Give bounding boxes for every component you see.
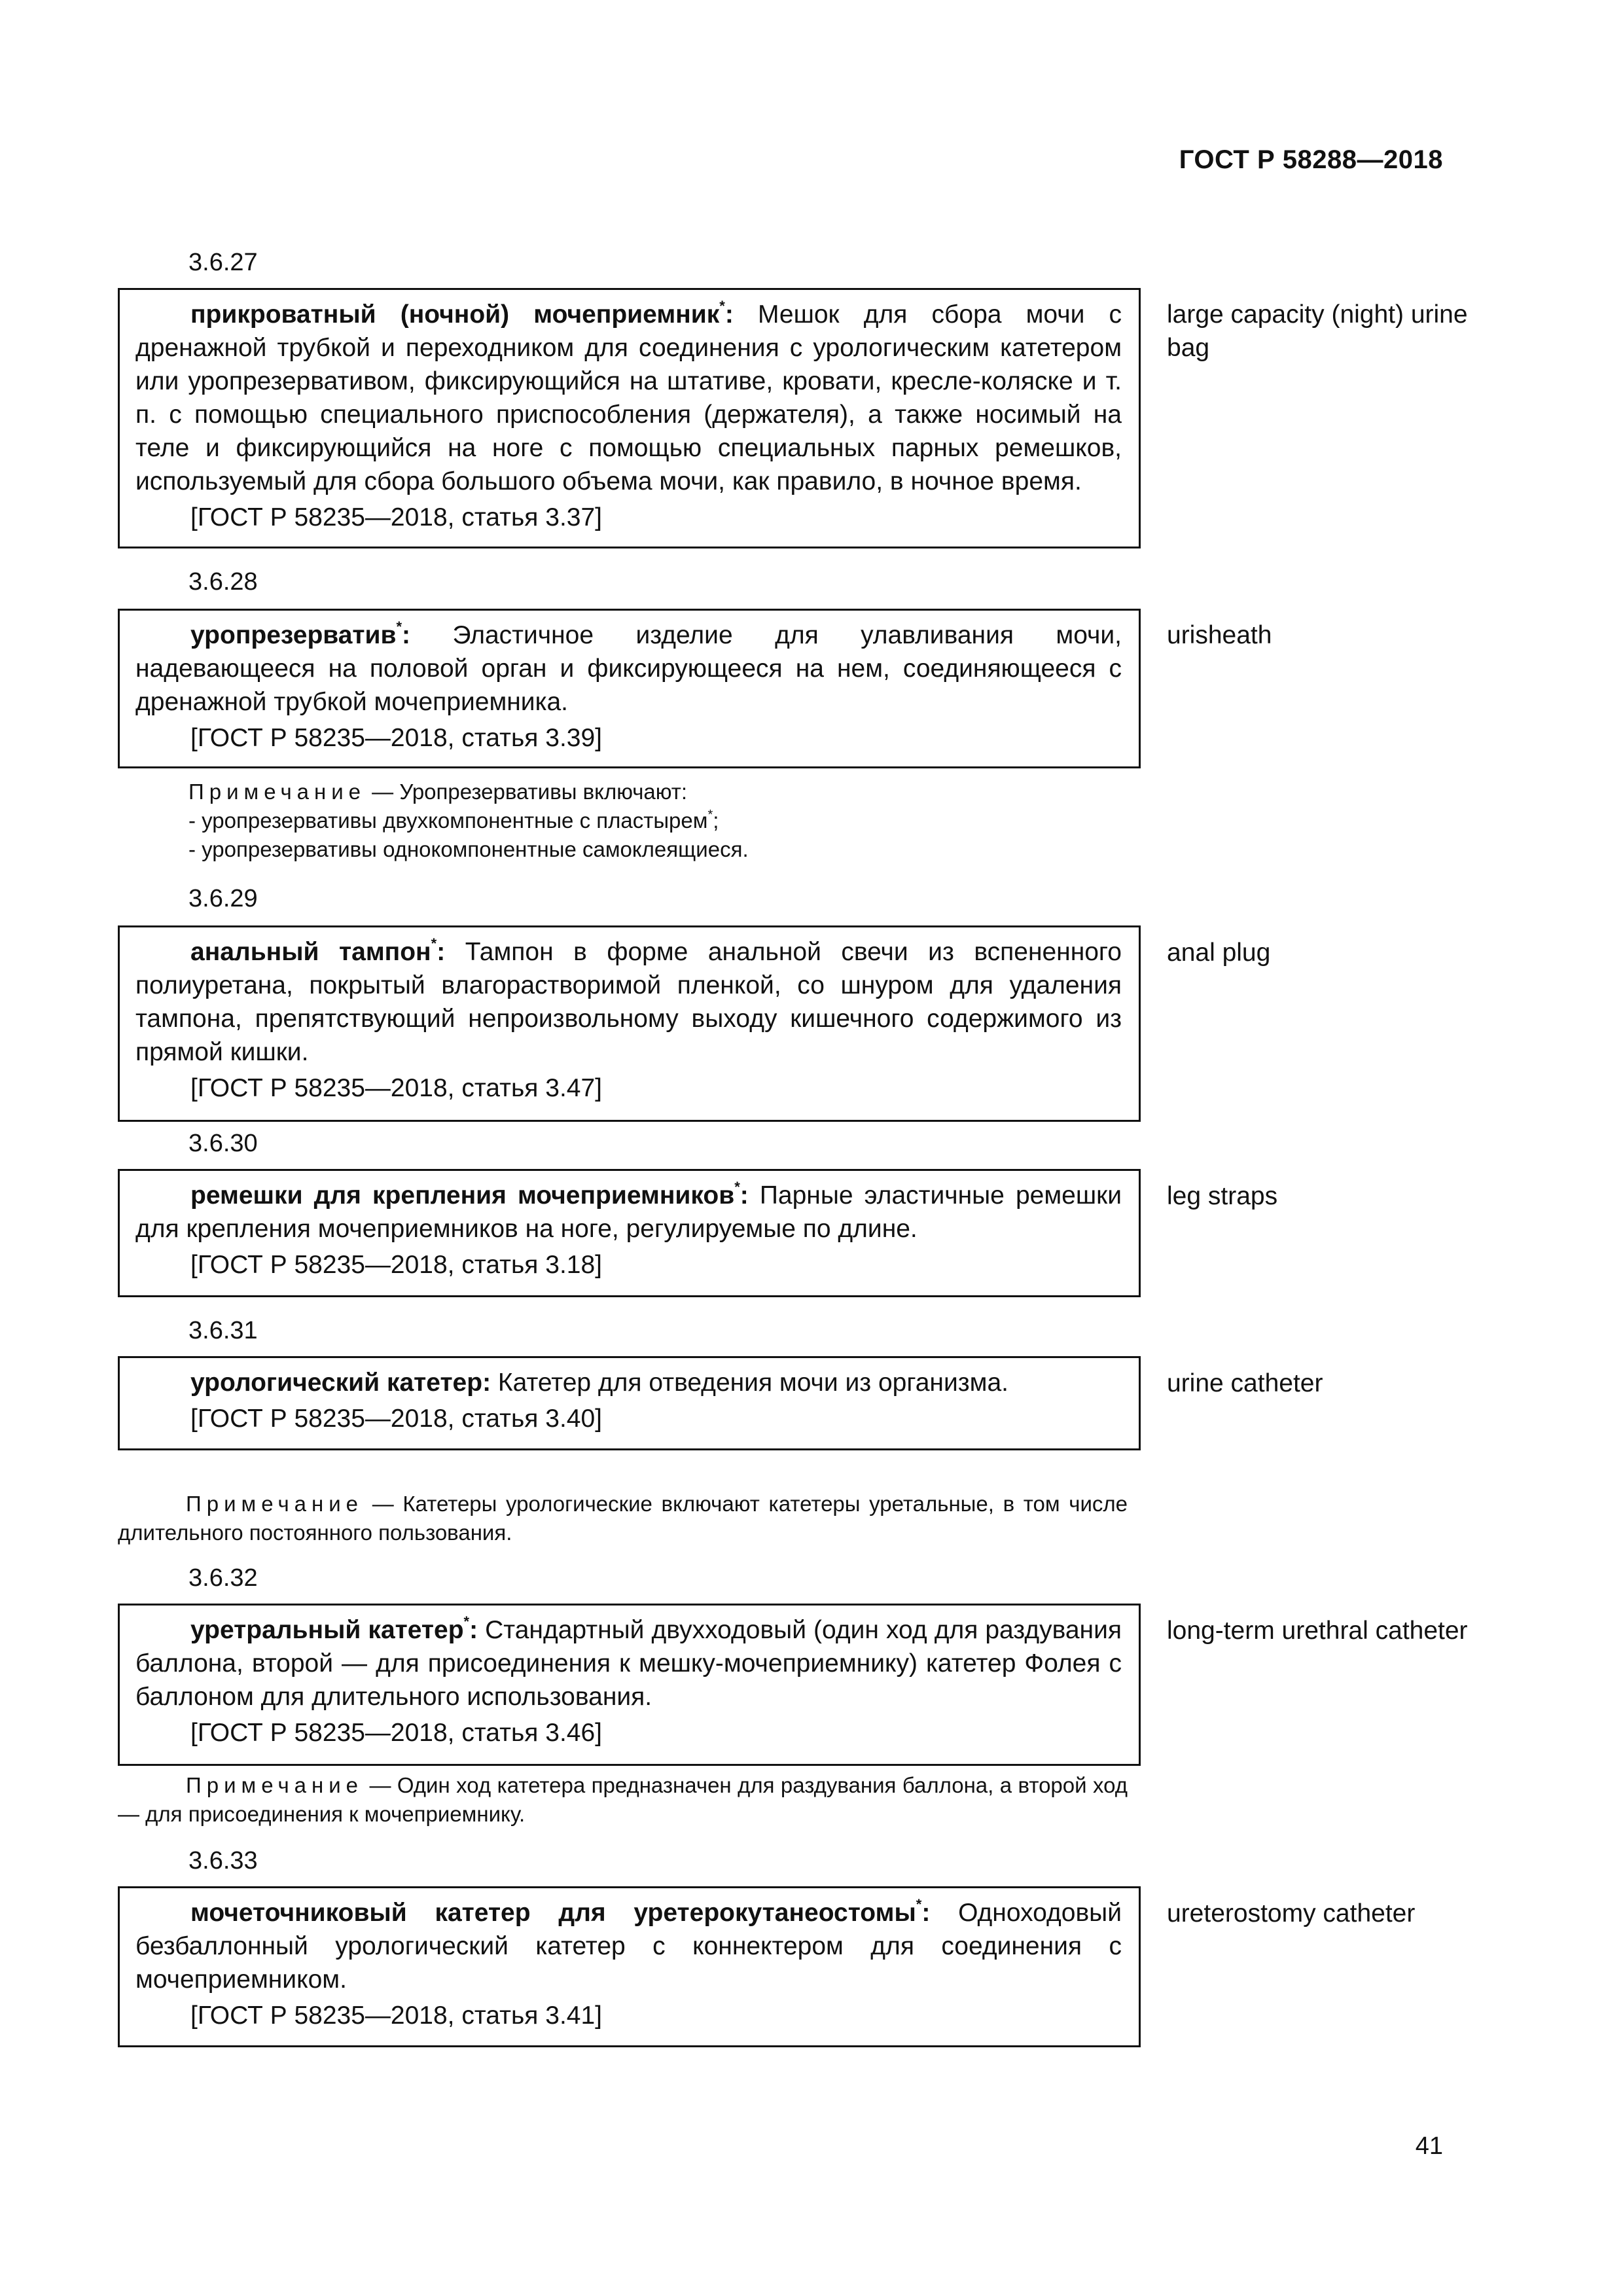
term-number: 3.6.27 (188, 249, 258, 276)
english-equivalent: ureterostomy catheter (1167, 1899, 1416, 1928)
term-definition-box (118, 1604, 1141, 1766)
term-definition (135, 619, 1122, 719)
term-number: 3.6.32 (188, 1564, 258, 1592)
english-equivalent: anal plug (1167, 939, 1271, 967)
definition-text: Эластичное изделие для улавливания мочи, надевающееся на половой орган и фиксирующееся на нем, соединяющееся с дренажной трубкой мочеприемника. (135, 621, 1122, 716)
page-number: 41 (1415, 2132, 1443, 2160)
footnote-mark: * (734, 1179, 740, 1195)
note-block (118, 1490, 1128, 1547)
term-title: уропрезерватив*: (190, 619, 411, 649)
note-block (118, 778, 1128, 864)
term-title: урологический катетер: (190, 1369, 491, 1397)
term-number: 3.6.28 (188, 568, 258, 596)
note-label: Примечание (188, 780, 366, 804)
term-number: 3.6.33 (188, 1847, 258, 1874)
term-definition (135, 1179, 1122, 1246)
term-source-reference: [ГОСТ Р 58235—2018, статья 3.47] (190, 1074, 602, 1102)
term-title: уретральный катетер*: (190, 1613, 478, 1644)
note-list-item: - уропрезервативы однокомпонентные самоклеящиеся. (188, 837, 749, 861)
footnote-mark: * (916, 1896, 922, 1912)
footnote-mark: * (719, 298, 725, 314)
english-equivalent: urisheath (1167, 621, 1272, 649)
footnote-mark: * (396, 619, 402, 635)
note-block (118, 1771, 1128, 1829)
note-text: — Один ход катетера предназначен для раздувания баллона, а второй ход — для присоединения к мочеприемнику. (118, 1773, 1128, 1826)
english-equivalent: large capacity (night) urine bag (1167, 300, 1468, 362)
note-text: — Катетеры урологические включают катетеры уретальные, в том числе длительного постоянного пользования. (118, 1492, 1128, 1545)
term-title: мочеточниковый катетер для уретерокутанеостомы*: (190, 1896, 931, 1927)
footnote-mark: * (463, 1613, 470, 1630)
term-source-reference: [ГОСТ Р 58235—2018, статья 3.46] (190, 1719, 602, 1747)
term-definition-box (118, 609, 1141, 768)
term-definition (135, 298, 1122, 498)
term-source-reference: [ГОСТ Р 58235—2018, статья 3.37] (190, 503, 602, 531)
term-definition (135, 1613, 1122, 1713)
english-equivalent: urine catheter (1167, 1369, 1323, 1397)
term-number: 3.6.29 (188, 885, 258, 912)
term-title: прикроватный (ночной) мочеприемник*: (190, 298, 734, 329)
term-definition-box (118, 288, 1141, 548)
term-definition-box (118, 1886, 1141, 2047)
definition-text: Одноходовый безбаллонный урологический катетер с коннектером для соединения с мочеприемником. (135, 1899, 1122, 1994)
term-definition-box (118, 1169, 1141, 1297)
note-label: Примечание (186, 1773, 364, 1797)
term-source-reference: [ГОСТ Р 58235—2018, статья 3.39] (190, 724, 602, 752)
term-definition (135, 935, 1122, 1069)
term-definition-box (118, 1356, 1141, 1450)
note-list (118, 806, 1128, 864)
definition-text: Парные эластичные ремешки для крепления мочеприемников на ноге, регулируемые по длине. (135, 1181, 1122, 1243)
footnote-mark: * (707, 808, 713, 822)
term-definition (135, 1896, 1122, 1996)
term-title: ремешки для крепления мочеприемников*: (190, 1179, 749, 1210)
document-code-header: ГОСТ Р 58288—2018 (1179, 145, 1443, 174)
definition-text: Катетер для отведения мочи из организма. (491, 1369, 1008, 1397)
term-title: анальный тампон*: (190, 935, 446, 966)
term-definition (135, 1366, 1122, 1399)
term-number: 3.6.30 (188, 1130, 258, 1157)
term-source-reference: [ГОСТ Р 58235—2018, статья 3.41] (190, 2001, 602, 2030)
definition-text: Стандартный двухходовый (один ход для раздувания баллона, второй — для присоединения к мешку-мочеприемнику) катетер Фолея с баллоном для длительного использования. (135, 1616, 1122, 1711)
note-text: — Уропрезервативы включают: (366, 780, 688, 804)
note-list-item: - уропрезервативы двухкомпонентные с пластырем*; (188, 808, 719, 833)
term-number: 3.6.31 (188, 1317, 258, 1344)
term-definition-box (118, 925, 1141, 1122)
definition-text: Мешок для сбора мочи с дренажной трубкой и переходником для соединения с урологическим катетером или уропрезервативом, фиксирующийся на штативе, кровати, кресле-коляске и т. п. с помощью специального приспособления (держателя), а также носимый на теле и фиксирующийся на ноге с помощью специальных парных ремешков, используемый для сбора большого объема мочи, как правило, в ночное время. (135, 300, 1122, 495)
english-equivalent: leg straps (1167, 1182, 1278, 1210)
definition-text: Тампон в форме анальной свечи из вспененного полиуретана, покрытый влагорастворимой пленкой, со шнуром для удаления тампона, препятствующий непроизвольному выходу кишечного содержимого из прямой кишки. (135, 938, 1122, 1066)
english-equivalent: long-term urethral catheter (1167, 1617, 1468, 1645)
term-source-reference: [ГОСТ Р 58235—2018, статья 3.18] (190, 1251, 602, 1279)
note-label: Примечание (186, 1492, 364, 1516)
term-source-reference: [ГОСТ Р 58235—2018, статья 3.40] (190, 1405, 602, 1433)
footnote-mark: * (431, 935, 437, 952)
